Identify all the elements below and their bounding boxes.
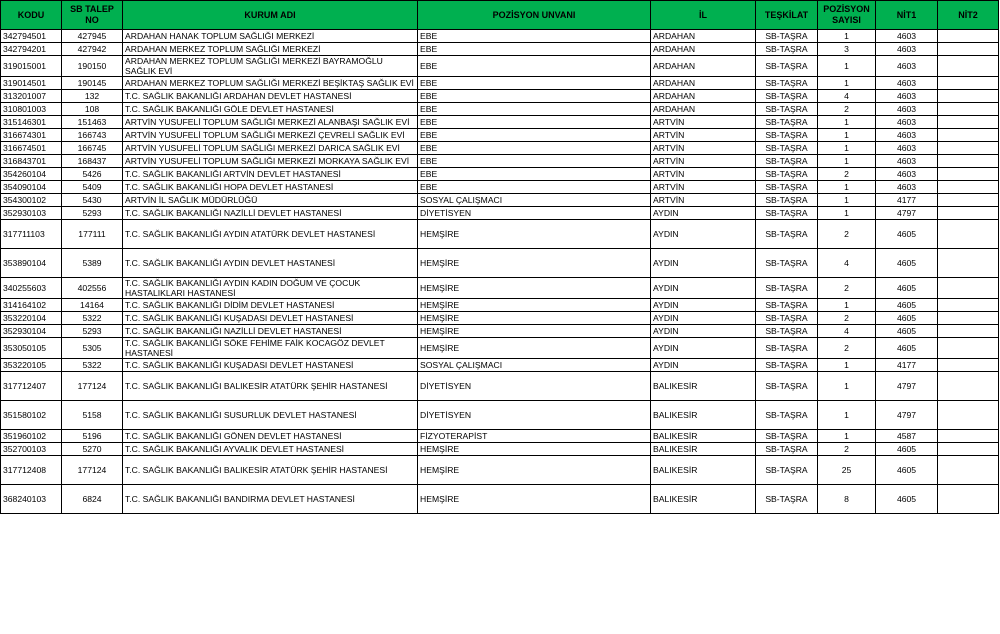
cell-kodu: 317712408: [1, 456, 62, 485]
cell-nit2: [938, 278, 999, 299]
cell-pozisyon-unvani: HEMŞİRE: [418, 299, 651, 312]
table-row: [1, 359, 999, 372]
cell-pozisyon-sayisi: 2: [818, 278, 876, 299]
cell-kurum-adi: ARTVİN YUSUFELİ TOPLUM SAĞLIĞI MERKEZİ ALANBAŞI SAĞLIK EVİ: [123, 116, 418, 129]
cell-teskilat: SB-TAŞRA: [756, 456, 818, 485]
cell-teskilat: SB-TAŞRA: [756, 77, 818, 90]
cell-kodu: 354090104: [1, 181, 62, 194]
cell-pozisyon-sayisi: 2: [818, 220, 876, 249]
cell-teskilat: SB-TAŞRA: [756, 359, 818, 372]
header-kodu: KODU: [1, 1, 62, 30]
cell-nit1: 4603: [876, 116, 938, 129]
cell-pozisyon-unvani: DİYETİSYEN: [418, 401, 651, 430]
cell-nit2: [938, 142, 999, 155]
cell-nit1: 4177: [876, 194, 938, 207]
cell-pozisyon-unvani: HEMŞİRE: [418, 220, 651, 249]
header-kurum-adi: KURUM ADI: [123, 1, 418, 30]
cell-teskilat: SB-TAŞRA: [756, 443, 818, 456]
cell-il: ARDAHAN: [651, 103, 756, 116]
cell-kurum-adi: T.C. SAĞLIK BAKANLIĞI DİDİM DEVLET HASTANESİ: [123, 299, 418, 312]
cell-teskilat: SB-TAŞRA: [756, 338, 818, 359]
cell-kurum-adi: T.C. SAĞLIK BAKANLIĞI AYDIN ATATÜRK DEVLET HASTANESİ: [123, 220, 418, 249]
cell-nit1: 4605: [876, 249, 938, 278]
cell-nit2: [938, 103, 999, 116]
cell-nit1: 4605: [876, 220, 938, 249]
cell-il: BALIKESİR: [651, 485, 756, 514]
cell-pozisyon-unvani: EBE: [418, 43, 651, 56]
cell-il: ARTVİN: [651, 181, 756, 194]
cell-nit2: [938, 359, 999, 372]
cell-kurum-adi: ARTVİN YUSUFELİ TOPLUM SAĞLIĞI MERKEZİ ÇEVRELİ SAĞLIK EVİ: [123, 129, 418, 142]
cell-il: ARDAHAN: [651, 43, 756, 56]
cell-kodu: 352930104: [1, 325, 62, 338]
header-sb-talep-no: SB TALEP NO: [62, 1, 123, 30]
cell-teskilat: SB-TAŞRA: [756, 129, 818, 142]
cell-teskilat: SB-TAŞRA: [756, 220, 818, 249]
cell-kodu: 352700103: [1, 443, 62, 456]
cell-il: ARTVİN: [651, 168, 756, 181]
cell-teskilat: SB-TAŞRA: [756, 90, 818, 103]
cell-kodu: 316674301: [1, 129, 62, 142]
cell-nit2: [938, 443, 999, 456]
cell-nit2: [938, 249, 999, 278]
cell-sb-talep-no: 151463: [62, 116, 123, 129]
cell-pozisyon-sayisi: 1: [818, 56, 876, 77]
cell-pozisyon-unvani: HEMŞİRE: [418, 443, 651, 456]
cell-il: ARDAHAN: [651, 30, 756, 43]
cell-pozisyon-unvani: EBE: [418, 168, 651, 181]
cell-sb-talep-no: 5389: [62, 249, 123, 278]
cell-sb-talep-no: 5409: [62, 181, 123, 194]
table-row: [1, 338, 999, 359]
cell-kurum-adi: T.C. SAĞLIK BAKANLIĞI GÖLE DEVLET HASTANESİ: [123, 103, 418, 116]
cell-sb-talep-no: 427945: [62, 30, 123, 43]
header-nit1: NİT1: [876, 1, 938, 30]
cell-nit2: [938, 77, 999, 90]
cell-kodu: 342794501: [1, 30, 62, 43]
cell-il: BALIKESİR: [651, 456, 756, 485]
cell-pozisyon-unvani: EBE: [418, 103, 651, 116]
table-row: [1, 278, 999, 299]
cell-pozisyon-unvani: HEMŞİRE: [418, 485, 651, 514]
cell-nit1: 4603: [876, 43, 938, 56]
cell-kurum-adi: ARTVİN YUSUFELİ TOPLUM SAĞLIĞI MERKEZİ MORKAYA SAĞLIK EVİ: [123, 155, 418, 168]
cell-nit1: 4603: [876, 168, 938, 181]
cell-nit1: 4605: [876, 485, 938, 514]
cell-pozisyon-sayisi: 4: [818, 325, 876, 338]
cell-il: BALIKESİR: [651, 430, 756, 443]
cell-pozisyon-unvani: EBE: [418, 56, 651, 77]
cell-nit1: 4603: [876, 129, 938, 142]
cell-pozisyon-unvani: EBE: [418, 30, 651, 43]
cell-kurum-adi: T.C. SAĞLIK BAKANLIĞI SUSURLUK DEVLET HASTANESİ: [123, 401, 418, 430]
table-row: [1, 299, 999, 312]
cell-nit1: 4603: [876, 30, 938, 43]
cell-kodu: 316674501: [1, 142, 62, 155]
cell-il: BALIKESİR: [651, 401, 756, 430]
cell-nit2: [938, 312, 999, 325]
cell-pozisyon-unvani: FİZYOTERAPİST: [418, 430, 651, 443]
cell-kurum-adi: T.C. SAĞLIK BAKANLIĞI ARDAHAN DEVLET HASTANESİ: [123, 90, 418, 103]
cell-teskilat: SB-TAŞRA: [756, 56, 818, 77]
cell-pozisyon-sayisi: 1: [818, 142, 876, 155]
cell-il: AYDIN: [651, 359, 756, 372]
cell-sb-talep-no: 168437: [62, 155, 123, 168]
cell-kodu: 316843701: [1, 155, 62, 168]
cell-teskilat: SB-TAŞRA: [756, 43, 818, 56]
cell-kurum-adi: T.C. SAĞLIK BAKANLIĞI BANDIRMA DEVLET HASTANESİ: [123, 485, 418, 514]
header-teskilat: TEŞKİLAT: [756, 1, 818, 30]
cell-sb-talep-no: 427942: [62, 43, 123, 56]
table-row: [1, 116, 999, 129]
cell-pozisyon-unvani: HEMŞİRE: [418, 278, 651, 299]
table-row: [1, 456, 999, 485]
cell-pozisyon-sayisi: 25: [818, 456, 876, 485]
cell-pozisyon-unvani: EBE: [418, 142, 651, 155]
table-row: [1, 90, 999, 103]
cell-pozisyon-sayisi: 2: [818, 103, 876, 116]
cell-kodu: 319014501: [1, 77, 62, 90]
cell-kurum-adi: T.C. SAĞLIK BAKANLIĞI ARTVİN DEVLET HASTANESİ: [123, 168, 418, 181]
cell-kurum-adi: ARDAHAN MERKEZ TOPLUM SAĞLIĞI MERKEZİ BEŞİKTAŞ SAĞLIK EVİ: [123, 77, 418, 90]
cell-kurum-adi: T.C. SAĞLIK BAKANLIĞI GÖNEN DEVLET HASTANESİ: [123, 430, 418, 443]
cell-nit1: 4605: [876, 338, 938, 359]
cell-il: ARTVİN: [651, 129, 756, 142]
cell-teskilat: SB-TAŞRA: [756, 278, 818, 299]
cell-teskilat: SB-TAŞRA: [756, 325, 818, 338]
cell-teskilat: SB-TAŞRA: [756, 372, 818, 401]
cell-il: AYDIN: [651, 338, 756, 359]
cell-pozisyon-sayisi: 3: [818, 43, 876, 56]
cell-pozisyon-unvani: SOSYAL ÇALIŞMACI: [418, 359, 651, 372]
cell-pozisyon-unvani: EBE: [418, 90, 651, 103]
header-il: İL: [651, 1, 756, 30]
cell-kurum-adi: T.C. SAĞLIK BAKANLIĞI NAZİLLİ DEVLET HASTANESİ: [123, 207, 418, 220]
cell-sb-talep-no: 177111: [62, 220, 123, 249]
cell-teskilat: SB-TAŞRA: [756, 249, 818, 278]
cell-nit2: [938, 181, 999, 194]
cell-nit2: [938, 43, 999, 56]
cell-nit1: 4605: [876, 312, 938, 325]
cell-nit1: 4603: [876, 103, 938, 116]
cell-il: AYDIN: [651, 278, 756, 299]
cell-kodu: 340255603: [1, 278, 62, 299]
cell-kodu: 353220105: [1, 359, 62, 372]
cell-pozisyon-sayisi: 4: [818, 249, 876, 278]
cell-pozisyon-unvani: DİYETİSYEN: [418, 207, 651, 220]
cell-kodu: 310801003: [1, 103, 62, 116]
cell-kurum-adi: T.C. SAĞLIK BAKANLIĞI AYDIN DEVLET HASTANESİ: [123, 249, 418, 278]
cell-pozisyon-sayisi: 1: [818, 299, 876, 312]
cell-pozisyon-sayisi: 2: [818, 168, 876, 181]
cell-il: ARDAHAN: [651, 90, 756, 103]
cell-nit2: [938, 430, 999, 443]
cell-pozisyon-sayisi: 1: [818, 359, 876, 372]
table-row: [1, 30, 999, 43]
cell-pozisyon-sayisi: 2: [818, 312, 876, 325]
cell-nit1: 4603: [876, 155, 938, 168]
cell-sb-talep-no: 5293: [62, 325, 123, 338]
table-row: [1, 372, 999, 401]
cell-nit2: [938, 299, 999, 312]
cell-pozisyon-unvani: HEMŞİRE: [418, 249, 651, 278]
cell-pozisyon-unvani: HEMŞİRE: [418, 338, 651, 359]
table-row: [1, 56, 999, 77]
cell-nit1: 4603: [876, 142, 938, 155]
cell-il: BALIKESİR: [651, 372, 756, 401]
cell-nit2: [938, 194, 999, 207]
table-row: [1, 129, 999, 142]
cell-pozisyon-sayisi: 1: [818, 30, 876, 43]
cell-kodu: 314164102: [1, 299, 62, 312]
cell-nit2: [938, 338, 999, 359]
header-row: [1, 1, 999, 30]
table-row: [1, 207, 999, 220]
cell-kurum-adi: T.C. SAĞLIK BAKANLIĞI BALIKESİR ATATÜRK ŞEHİR HASTANESİ: [123, 372, 418, 401]
cell-il: ARTVİN: [651, 155, 756, 168]
table-row: [1, 312, 999, 325]
cell-kodu: 353050105: [1, 338, 62, 359]
cell-nit2: [938, 90, 999, 103]
header-pozisyon-unvani: POZİSYON UNVANI: [418, 1, 651, 30]
cell-teskilat: SB-TAŞRA: [756, 103, 818, 116]
table-row: [1, 249, 999, 278]
cell-sb-talep-no: 5322: [62, 312, 123, 325]
cell-kodu: 354260104: [1, 168, 62, 181]
cell-kodu: 353220104: [1, 312, 62, 325]
cell-nit2: [938, 116, 999, 129]
cell-nit1: 4797: [876, 372, 938, 401]
header-pozisyon-sayisi: POZİSYON SAYISI: [818, 1, 876, 30]
table-row: [1, 77, 999, 90]
cell-pozisyon-unvani: EBE: [418, 129, 651, 142]
cell-nit1: 4603: [876, 56, 938, 77]
cell-kodu: 351960102: [1, 430, 62, 443]
cell-nit2: [938, 129, 999, 142]
cell-nit2: [938, 207, 999, 220]
cell-pozisyon-unvani: SOSYAL ÇALIŞMACI: [418, 194, 651, 207]
cell-pozisyon-sayisi: 8: [818, 485, 876, 514]
cell-il: AYDIN: [651, 312, 756, 325]
cell-nit2: [938, 401, 999, 430]
cell-pozisyon-sayisi: 1: [818, 194, 876, 207]
cell-nit1: 4587: [876, 430, 938, 443]
cell-kurum-adi: ARDAHAN HANAK TOPLUM SAĞLIĞI MERKEZİ: [123, 30, 418, 43]
cell-pozisyon-sayisi: 1: [818, 372, 876, 401]
cell-kodu: 315146301: [1, 116, 62, 129]
cell-sb-talep-no: 5426: [62, 168, 123, 181]
cell-nit2: [938, 155, 999, 168]
cell-pozisyon-unvani: EBE: [418, 155, 651, 168]
header-nit2: NİT2: [938, 1, 999, 30]
cell-nit1: 4605: [876, 443, 938, 456]
cell-pozisyon-unvani: EBE: [418, 77, 651, 90]
cell-nit2: [938, 56, 999, 77]
table-row: [1, 168, 999, 181]
cell-kurum-adi: ARTVİN YUSUFELİ TOPLUM SAĞLIĞI MERKEZİ DARICA SAĞLIK EVİ: [123, 142, 418, 155]
cell-pozisyon-unvani: HEMŞİRE: [418, 312, 651, 325]
cell-kurum-adi: T.C. SAĞLIK BAKANLIĞI BALIKESİR ATATÜRK ŞEHİR HASTANESİ: [123, 456, 418, 485]
cell-il: AYDIN: [651, 299, 756, 312]
cell-sb-talep-no: 166743: [62, 129, 123, 142]
cell-sb-talep-no: 166745: [62, 142, 123, 155]
cell-kurum-adi: T.C. SAĞLIK BAKANLIĞI HOPA DEVLET HASTANESİ: [123, 181, 418, 194]
cell-pozisyon-sayisi: 2: [818, 443, 876, 456]
cell-kodu: 351580102: [1, 401, 62, 430]
cell-nit1: 4605: [876, 456, 938, 485]
table-row: [1, 194, 999, 207]
cell-kurum-adi: ARTVİN İL SAĞLIK MÜDÜRLÜĞÜ: [123, 194, 418, 207]
cell-kurum-adi: T.C. SAĞLIK BAKANLIĞI NAZİLLİ DEVLET HASTANESİ: [123, 325, 418, 338]
cell-kurum-adi: ARDAHAN MERKEZ TOPLUM SAĞLIĞI MERKEZİ: [123, 43, 418, 56]
cell-teskilat: SB-TAŞRA: [756, 207, 818, 220]
cell-nit1: 4603: [876, 90, 938, 103]
cell-kodu: 317711103: [1, 220, 62, 249]
cell-kodu: 319015001: [1, 56, 62, 77]
cell-sb-talep-no: 132: [62, 90, 123, 103]
cell-teskilat: SB-TAŞRA: [756, 155, 818, 168]
cell-teskilat: SB-TAŞRA: [756, 194, 818, 207]
cell-pozisyon-unvani: HEMŞİRE: [418, 325, 651, 338]
cell-sb-talep-no: 5293: [62, 207, 123, 220]
cell-sb-talep-no: 5158: [62, 401, 123, 430]
cell-il: ARDAHAN: [651, 77, 756, 90]
cell-sb-talep-no: 108: [62, 103, 123, 116]
cell-teskilat: SB-TAŞRA: [756, 30, 818, 43]
cell-teskilat: SB-TAŞRA: [756, 142, 818, 155]
cell-kodu: 342794201: [1, 43, 62, 56]
cell-pozisyon-sayisi: 2: [818, 338, 876, 359]
cell-pozisyon-unvani: EBE: [418, 116, 651, 129]
cell-kodu: 354300102: [1, 194, 62, 207]
cell-pozisyon-sayisi: 1: [818, 181, 876, 194]
cell-nit1: 4605: [876, 278, 938, 299]
cell-kurum-adi: T.C. SAĞLIK BAKANLIĞI SÖKE FEHİME FAİK KOCAGÖZ DEVLET HASTANESİ: [123, 338, 418, 359]
cell-teskilat: SB-TAŞRA: [756, 168, 818, 181]
cell-teskilat: SB-TAŞRA: [756, 430, 818, 443]
cell-teskilat: SB-TAŞRA: [756, 401, 818, 430]
cell-nit1: 4177: [876, 359, 938, 372]
cell-il: ARTVİN: [651, 116, 756, 129]
cell-kurum-adi: ARDAHAN MERKEZ TOPLUM SAĞLIĞI MERKEZİ BAYRAMOĞLU SAĞLIK EVİ: [123, 56, 418, 77]
cell-nit2: [938, 30, 999, 43]
cell-nit1: 4603: [876, 181, 938, 194]
table-row: [1, 181, 999, 194]
cell-kodu: 352930103: [1, 207, 62, 220]
cell-pozisyon-sayisi: 1: [818, 155, 876, 168]
cell-sb-talep-no: 5270: [62, 443, 123, 456]
cell-sb-talep-no: 6824: [62, 485, 123, 514]
cell-teskilat: SB-TAŞRA: [756, 312, 818, 325]
cell-pozisyon-sayisi: 1: [818, 207, 876, 220]
cell-nit2: [938, 168, 999, 181]
cell-pozisyon-sayisi: 1: [818, 401, 876, 430]
table-row: [1, 155, 999, 168]
table-row: [1, 43, 999, 56]
cell-il: AYDIN: [651, 249, 756, 278]
table-body: [1, 30, 999, 514]
cell-il: ARTVİN: [651, 194, 756, 207]
cell-nit2: [938, 456, 999, 485]
cell-kodu: 317712407: [1, 372, 62, 401]
cell-nit1: 4605: [876, 325, 938, 338]
cell-sb-talep-no: 190145: [62, 77, 123, 90]
cell-sb-talep-no: 190150: [62, 56, 123, 77]
cell-il: BALIKESİR: [651, 443, 756, 456]
cell-pozisyon-unvani: EBE: [418, 181, 651, 194]
cell-sb-talep-no: 14164: [62, 299, 123, 312]
cell-pozisyon-unvani: HEMŞİRE: [418, 456, 651, 485]
table-row: [1, 401, 999, 430]
cell-pozisyon-sayisi: 1: [818, 116, 876, 129]
cell-kodu: 353890104: [1, 249, 62, 278]
cell-teskilat: SB-TAŞRA: [756, 485, 818, 514]
cell-kurum-adi: T.C. SAĞLIK BAKANLIĞI KUŞADASI DEVLET HASTANESİ: [123, 359, 418, 372]
cell-pozisyon-sayisi: 1: [818, 129, 876, 142]
cell-sb-talep-no: 5430: [62, 194, 123, 207]
table-row: [1, 103, 999, 116]
table-row: [1, 220, 999, 249]
cell-pozisyon-unvani: DİYETİSYEN: [418, 372, 651, 401]
cell-nit2: [938, 372, 999, 401]
cell-il: AYDIN: [651, 220, 756, 249]
cell-nit1: 4797: [876, 401, 938, 430]
cell-kurum-adi: T.C. SAĞLIK BAKANLIĞI AYVALIK DEVLET HASTANESİ: [123, 443, 418, 456]
cell-sb-talep-no: 177124: [62, 372, 123, 401]
cell-il: ARDAHAN: [651, 56, 756, 77]
cell-kodu: 368240103: [1, 485, 62, 514]
cell-sb-talep-no: 402556: [62, 278, 123, 299]
cell-sb-talep-no: 5322: [62, 359, 123, 372]
cell-teskilat: SB-TAŞRA: [756, 116, 818, 129]
cell-teskilat: SB-TAŞRA: [756, 181, 818, 194]
table-row: [1, 142, 999, 155]
cell-sb-talep-no: 5196: [62, 430, 123, 443]
cell-nit2: [938, 220, 999, 249]
cell-sb-talep-no: 177124: [62, 456, 123, 485]
cell-teskilat: SB-TAŞRA: [756, 299, 818, 312]
table-row: [1, 430, 999, 443]
cell-il: ARTVİN: [651, 142, 756, 155]
cell-il: AYDIN: [651, 325, 756, 338]
cell-pozisyon-sayisi: 4: [818, 90, 876, 103]
cell-kurum-adi: T.C. SAĞLIK BAKANLIĞI AYDIN KADIN DOĞUM VE ÇOCUK HASTALIKLARI HASTANESİ: [123, 278, 418, 299]
cell-nit2: [938, 485, 999, 514]
cell-nit2: [938, 325, 999, 338]
cell-il: AYDIN: [651, 207, 756, 220]
cell-kurum-adi: T.C. SAĞLIK BAKANLIĞI KUŞADASI DEVLET HASTANESİ: [123, 312, 418, 325]
cell-nit1: 4603: [876, 77, 938, 90]
table-row: [1, 443, 999, 456]
table-row: [1, 485, 999, 514]
cell-nit1: 4797: [876, 207, 938, 220]
cell-kodu: 313201007: [1, 90, 62, 103]
cell-nit1: 4605: [876, 299, 938, 312]
table-row: [1, 325, 999, 338]
cell-pozisyon-sayisi: 1: [818, 430, 876, 443]
cell-pozisyon-sayisi: 1: [818, 77, 876, 90]
cell-sb-talep-no: 5305: [62, 338, 123, 359]
